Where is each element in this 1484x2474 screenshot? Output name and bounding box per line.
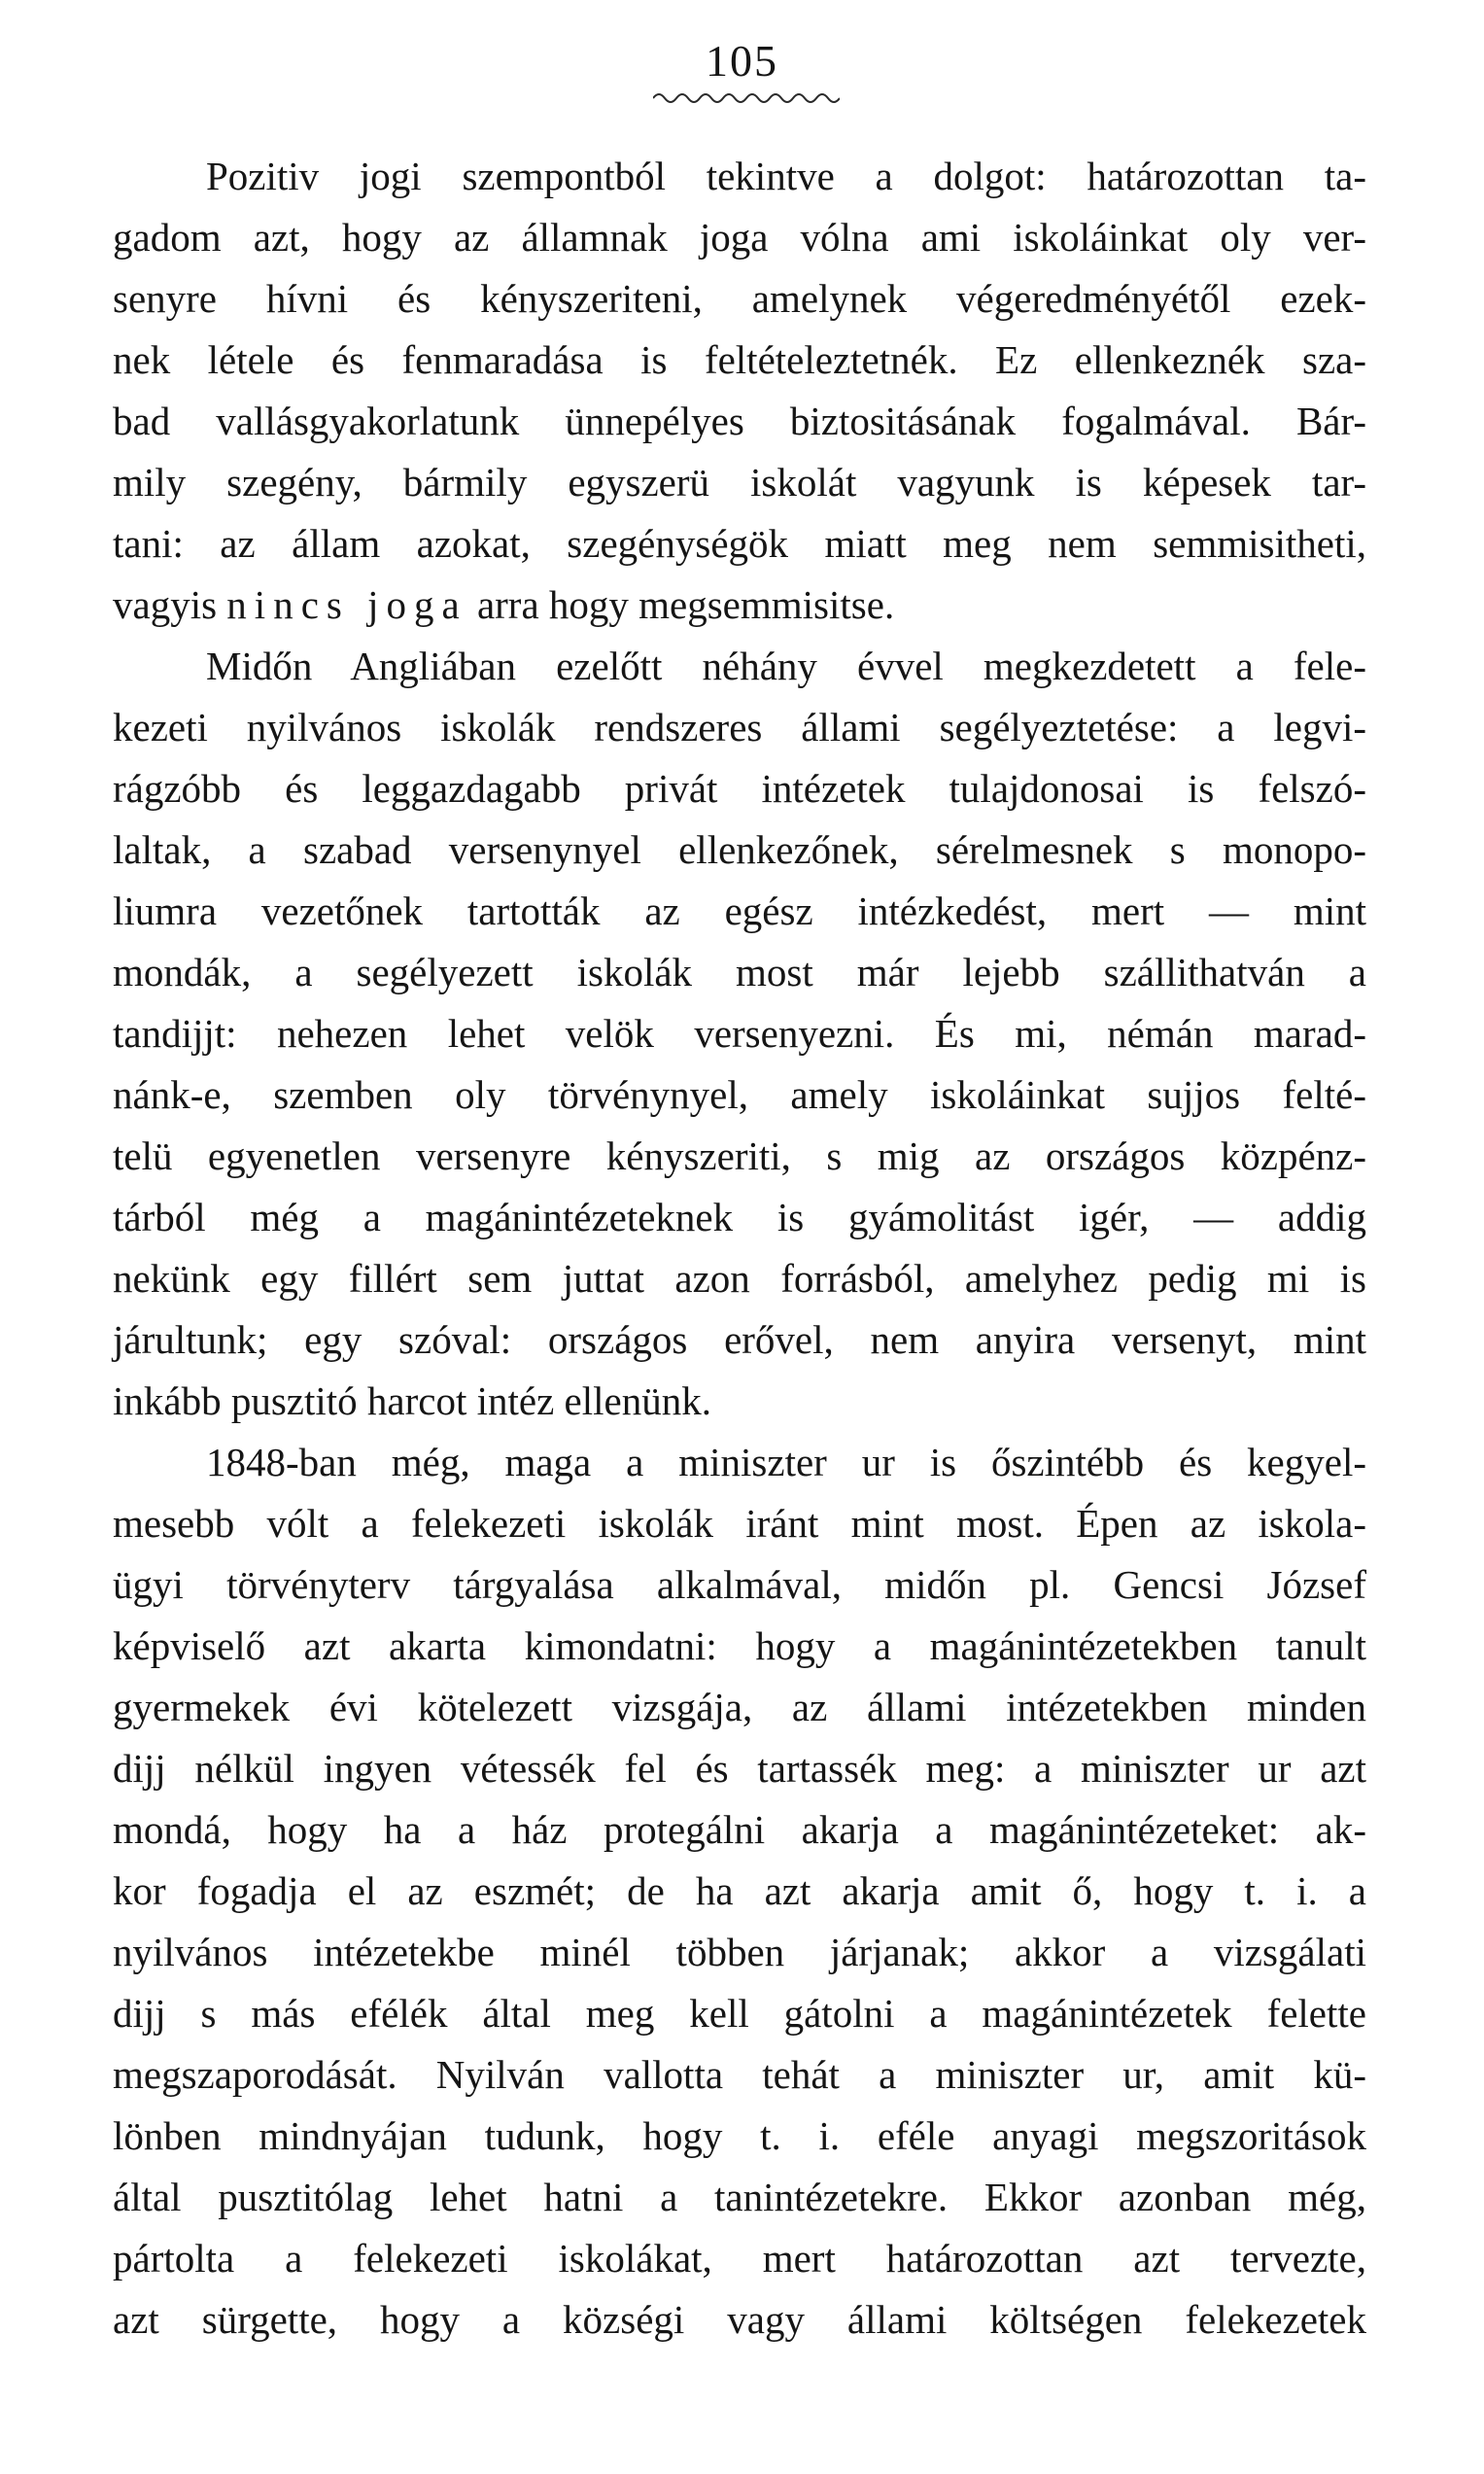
- text-line: tani: az állam azokat, szegénységök miatt meg nem semmisitheti,: [113, 521, 1366, 566]
- text-line: nyilvános intézetekbe minél többen járjanak; akkor a vizsgálati: [113, 1930, 1366, 1974]
- text-line: megszaporodását. Nyilván vallotta tehát a miniszter ur, amit kü-: [113, 2052, 1366, 2097]
- text-line: Pozitiv jogi szempontból tekintve a dolgot: határozottan ta-: [206, 154, 1366, 198]
- text-line: mondák, a segélyezett iskolák most már lejebb szállithatván a: [113, 950, 1366, 994]
- text-line: rágzóbb és leggazdagabb privát intézetek tulajdonosai is felszó-: [113, 766, 1366, 811]
- emphasized-phrase: nincs joga: [226, 582, 467, 627]
- text-line: Midőn Angliában ezelőtt néhány évvel megkezdetett a fele-: [206, 644, 1366, 688]
- text-segment: vagyis: [113, 582, 227, 627]
- text-line: nánk-e, szemben oly törvénynyel, amely iskoláinkat sujjos felté-: [113, 1072, 1366, 1117]
- text-line-emphasis: [113, 575, 1366, 636]
- page-number: 105: [706, 36, 778, 86]
- text-line: mily szegény, bármily egyszerü iskolát vagyunk is képesek tar-: [113, 460, 1366, 505]
- text-line: 1848-ban még, maga a miniszter ur is őszintébb és kegyel-: [206, 1440, 1366, 1484]
- text-line: telü egyenetlen versenyre kényszeriti, s mig az országos közpénz-: [113, 1133, 1366, 1178]
- body-text: [113, 146, 1366, 2351]
- text-line: inkább pusztitó harcot intéz ellenünk.: [113, 1378, 711, 1423]
- text-line: kezeti nyilvános iskolák rendszeres állami segélyeztetése: a legvi-: [113, 705, 1366, 749]
- text-line: nekünk egy fillért sem juttat azon forrásból, amelyhez pedig mi is: [113, 1256, 1366, 1301]
- text-line: senyre hívni és kényszeriteni, amelynek végeredményétől ezek-: [113, 276, 1366, 321]
- wavy-ornament-icon: [653, 89, 840, 107]
- text-line: laltak, a szabad versenynyel ellenkezőnek, sérelmesnek s monopo-: [113, 827, 1366, 872]
- text-line: pártolta a felekezeti iskolákat, mert határozottan azt tervezte,: [113, 2236, 1366, 2281]
- text-line: mondá, hogy ha a ház protegálni akarja a magánintézeteket: ak-: [113, 1807, 1366, 1852]
- text-line: járultunk; egy szóval: országos erővel, nem anyira versenyt, mint: [113, 1317, 1366, 1362]
- text-line: mesebb vólt a felekezeti iskolák iránt mint most. Épen az iskola-: [113, 1501, 1366, 1546]
- text-line: lönben mindnyájan tudunk, hogy t. i. eféle anyagi megszoritások: [113, 2113, 1366, 2158]
- text-line: gyermekek évi kötelezett vizsgája, az állami intézetekben minden: [113, 1685, 1366, 1729]
- text-line: dijj s más efélék által meg kell gátolni a magánintézetek felette: [113, 1991, 1366, 2036]
- text-line: ügyi törvényterv tárgyalása alkalmával, midőn pl. Gencsi József: [113, 1562, 1366, 1607]
- text-line: bad vallásgyakorlatunk ünnepélyes biztositásának fogalmával. Bár-: [113, 399, 1366, 443]
- text-line: tárból még a magánintézeteknek is gyámolitást igér, — addig: [113, 1195, 1366, 1239]
- text-line: által pusztitólag lehet hatni a tanintézetekre. Ekkor azonban még,: [113, 2175, 1366, 2219]
- text-line: nek létele és fenmaradása is feltételeztetnék. Ez ellenkeznék sza-: [113, 337, 1366, 382]
- text-line: képviselő azt akarta kimondatni: hogy a magánintézetekben tanult: [113, 1623, 1366, 1668]
- text-line: gadom azt, hogy az államnak joga vólna ami iskoláinkat oly ver-: [113, 215, 1366, 260]
- text-line: dijj nélkül ingyen vétessék fel és tartassék meg: a miniszter ur azt: [113, 1746, 1366, 1791]
- text-line: liumra vezetőnek tartották az egész intézkedést, mert — mint: [113, 889, 1366, 933]
- text-line: kor fogadja el az eszmét; de ha azt akarja amit ő, hogy t. i. a: [113, 1868, 1366, 1913]
- text-line: azt sürgette, hogy a községi vagy állami költségen felekezetek: [113, 2297, 1366, 2342]
- text-segment: arra hogy megsemmisitse.: [466, 582, 895, 627]
- text-line: tandijjt: nehezen lehet velök versenyezni. És mi, némán marad-: [113, 1011, 1366, 1056]
